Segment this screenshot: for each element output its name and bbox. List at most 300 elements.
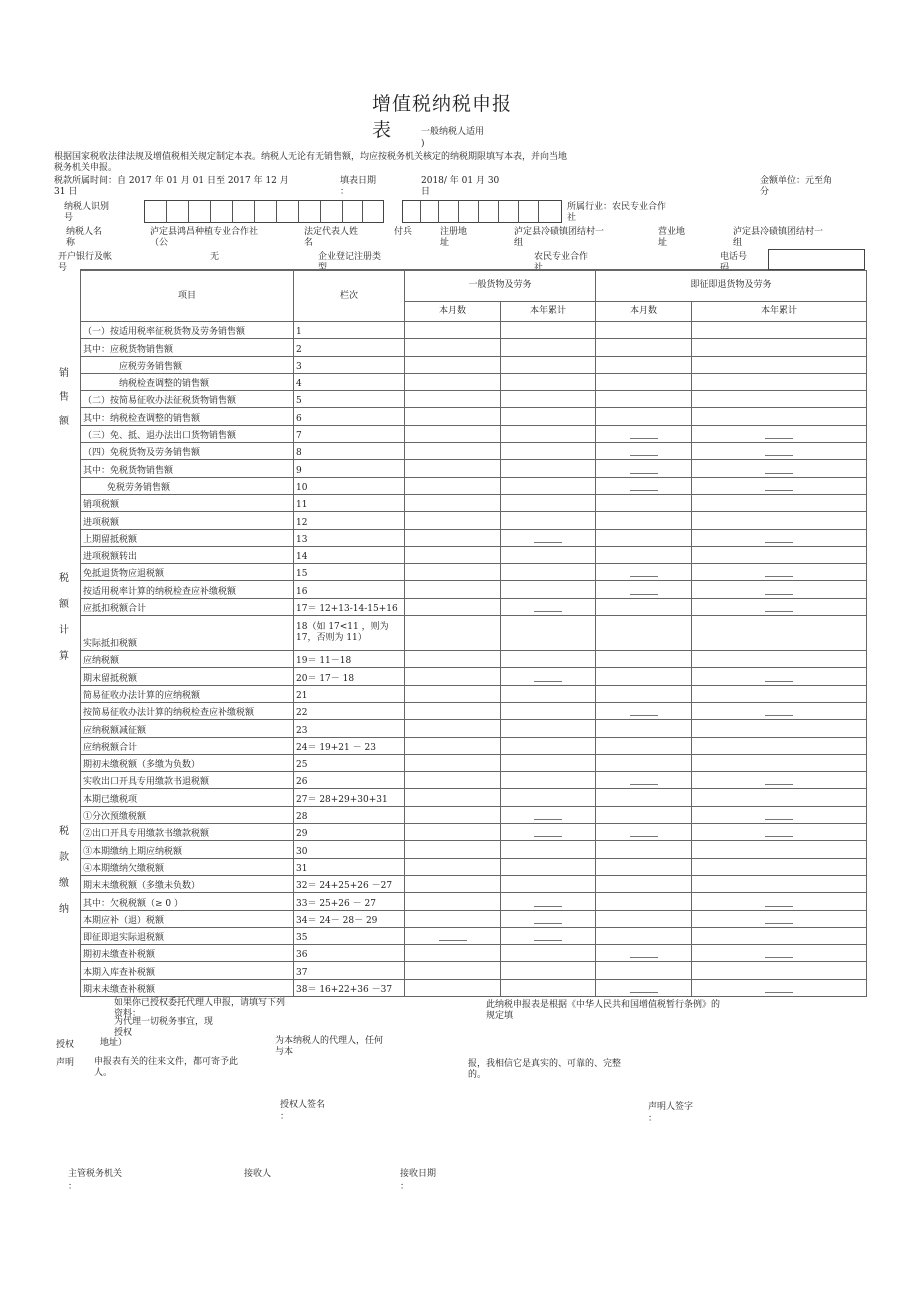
- cell-general-year[interactable]: [501, 858, 596, 875]
- cell-refund-month: [596, 581, 692, 598]
- cell-general-month[interactable]: [405, 979, 501, 996]
- row-line-number: 12: [294, 512, 405, 529]
- row-line-number: 15: [294, 564, 405, 581]
- declare-side-label: 声明: [56, 1058, 75, 1068]
- not-applicable-dash: [765, 836, 793, 837]
- not-applicable-dash: [534, 542, 562, 543]
- cell-refund-year[interactable]: [692, 373, 867, 390]
- cell-refund-month[interactable]: [596, 858, 692, 875]
- cell-general-month[interactable]: [405, 875, 501, 892]
- taxpayer-id-label-2: 号: [64, 213, 74, 223]
- cell-general-year[interactable]: [501, 702, 596, 719]
- cell-refund-year[interactable]: [692, 875, 867, 892]
- row-line-number: 9: [294, 460, 405, 477]
- row-item-label: 本期已缴税项: [81, 789, 294, 806]
- cell-general-year: [501, 910, 596, 927]
- cell-general-month[interactable]: [405, 581, 501, 598]
- row-item-label: （四）免税货物及劳务销售额: [81, 443, 294, 460]
- cell-refund-month[interactable]: [596, 737, 692, 754]
- cell-refund-year[interactable]: [692, 339, 867, 356]
- reg-address-value-2: 组: [514, 238, 524, 248]
- legal-rep-value: 付兵: [394, 227, 413, 237]
- table-row: [81, 945, 867, 962]
- row-line-number: 33＝ 25+26 － 27: [294, 893, 405, 910]
- receiver-label: 接收人: [244, 1169, 272, 1179]
- cell-general-month[interactable]: [405, 460, 501, 477]
- cell-general-year[interactable]: [501, 772, 596, 789]
- cell-refund-month[interactable]: [596, 754, 692, 771]
- cell-general-month[interactable]: [405, 391, 501, 408]
- cell-refund-month[interactable]: [596, 651, 692, 668]
- cell-general-year: [501, 927, 596, 944]
- cell-refund-month: [596, 460, 692, 477]
- cell-refund-year[interactable]: [692, 494, 867, 511]
- not-applicable-dash: [534, 940, 562, 941]
- table-row: [81, 893, 867, 910]
- not-applicable-dash: [765, 992, 793, 993]
- fill-date-day: 日: [421, 187, 431, 197]
- not-applicable-dash: [765, 681, 793, 682]
- cell-refund-year: [692, 564, 867, 581]
- table-row: [81, 322, 867, 339]
- cell-general-year[interactable]: [501, 339, 596, 356]
- side-char: 额: [59, 416, 69, 427]
- cell-refund-year[interactable]: [692, 356, 867, 373]
- header-refund-year: 本年累计: [692, 301, 867, 321]
- row-item-label: （一）按适用税率征税货物及劳务销售额: [81, 322, 294, 339]
- table-row: [81, 443, 867, 460]
- table-row: [81, 858, 867, 875]
- side-char: 算: [59, 651, 69, 662]
- header-general: 一般货物及劳务: [405, 271, 596, 302]
- cell-general-month[interactable]: [405, 512, 501, 529]
- cell-general-year[interactable]: [501, 546, 596, 563]
- cell-refund-month: [596, 477, 692, 494]
- cell-general-year[interactable]: [501, 391, 596, 408]
- cell-general-month[interactable]: [405, 945, 501, 962]
- auth-side-label: 授权: [56, 1040, 75, 1050]
- cell-general-month[interactable]: [405, 668, 501, 685]
- cell-general-month[interactable]: [405, 529, 501, 546]
- cell-general-month[interactable]: [405, 322, 501, 339]
- cell-refund-year[interactable]: [692, 651, 867, 668]
- table-row: [81, 806, 867, 823]
- cell-refund-month[interactable]: [596, 494, 692, 511]
- table-row: [81, 564, 867, 581]
- row-line-number: 7: [294, 425, 405, 442]
- cell-refund-month[interactable]: [596, 529, 692, 546]
- cell-general-month[interactable]: [405, 720, 501, 737]
- row-item-label: ①分次预缴税额: [81, 806, 294, 823]
- cell-refund-month[interactable]: [596, 720, 692, 737]
- table-row: [81, 512, 867, 529]
- row-item-label: 免税劳务销售额: [81, 477, 294, 494]
- row-item-label: （三）免、抵、退办法出口货物销售额: [81, 425, 294, 442]
- header-item: 项目: [81, 271, 294, 322]
- cell-refund-month[interactable]: [596, 339, 692, 356]
- auth-signature-label: 授权人签名: [280, 1100, 326, 1110]
- table-row: [81, 962, 867, 979]
- cell-general-month[interactable]: [405, 962, 501, 979]
- row-line-number: 34＝ 24－ 28－ 29: [294, 910, 405, 927]
- cell-general-year: [501, 598, 596, 615]
- cell-refund-month: [596, 702, 692, 719]
- cell-refund-year[interactable]: [692, 927, 867, 944]
- cell-general-year[interactable]: [501, 789, 596, 806]
- not-applicable-dash: [630, 992, 658, 993]
- cell-general-year[interactable]: [501, 373, 596, 390]
- not-applicable-dash: [765, 438, 793, 439]
- cell-refund-year[interactable]: [692, 408, 867, 425]
- cell-general-year[interactable]: [501, 685, 596, 702]
- row-item-label: 销项税额: [81, 494, 294, 511]
- cell-general-year[interactable]: [501, 962, 596, 979]
- phone-label: 电话号: [720, 252, 748, 262]
- fill-date-value: 2018/ 年 01 月 30: [421, 176, 500, 186]
- not-applicable-dash: [630, 490, 658, 491]
- cell-refund-year: [692, 598, 867, 615]
- tax-period-day: 31 日: [54, 187, 78, 197]
- not-applicable-dash: [765, 576, 793, 577]
- table-row: [81, 979, 867, 996]
- row-item-label: 免抵退货物应退税额: [81, 564, 294, 581]
- cell-refund-month[interactable]: [596, 546, 692, 563]
- cell-general-year[interactable]: [501, 754, 596, 771]
- cell-general-year[interactable]: [501, 564, 596, 581]
- not-applicable-dash: [765, 784, 793, 785]
- row-item-label: 其中：应税货物销售额: [81, 339, 294, 356]
- row-line-number: 26: [294, 772, 405, 789]
- row-item-label: 期末未缴税额（多缴未负数）: [81, 875, 294, 892]
- table-row: [81, 356, 867, 373]
- row-line-number: 20＝ 17－ 18: [294, 668, 405, 685]
- declare-text-2: 规定填: [486, 1011, 514, 1021]
- side-char: 售: [59, 392, 69, 403]
- cell-general-year[interactable]: [501, 945, 596, 962]
- row-line-number: 17＝ 12+13-14-15+16: [294, 598, 405, 615]
- cell-refund-month: [596, 425, 692, 442]
- tax-authority-label: 主管税务机关: [68, 1169, 123, 1179]
- declarer-signature-label: 声明人签字: [648, 1102, 694, 1112]
- table-row: [81, 616, 867, 651]
- row-line-number: 8: [294, 443, 405, 460]
- industry-label: 所属行业：农民专业合作: [567, 202, 667, 212]
- cell-general-month[interactable]: [405, 893, 501, 910]
- cell-general-year[interactable]: [501, 477, 596, 494]
- header-general-year: 本年累计: [501, 301, 596, 321]
- table-row: [81, 702, 867, 719]
- cell-general-month[interactable]: [405, 737, 501, 754]
- cell-refund-month[interactable]: [596, 616, 692, 651]
- cell-refund-month: [596, 564, 692, 581]
- cell-general-month[interactable]: [405, 477, 501, 494]
- cell-refund-month[interactable]: [596, 910, 692, 927]
- table-row: [81, 789, 867, 806]
- cell-refund-month[interactable]: [596, 391, 692, 408]
- row-line-number: 19＝ 11－18: [294, 651, 405, 668]
- cell-refund-month[interactable]: [596, 322, 692, 339]
- row-line-number: 13: [294, 529, 405, 546]
- cell-general-month[interactable]: [405, 408, 501, 425]
- table-body: [81, 322, 867, 997]
- table-row: [81, 685, 867, 702]
- cell-general-month[interactable]: [405, 772, 501, 789]
- side-label-payment: [58, 826, 70, 930]
- cell-refund-year[interactable]: [692, 391, 867, 408]
- not-applicable-dash: [630, 438, 658, 439]
- cell-refund-year: [692, 477, 867, 494]
- table-row: [81, 460, 867, 477]
- table-row: [81, 772, 867, 789]
- cell-general-year[interactable]: [501, 494, 596, 511]
- cell-refund-year[interactable]: [692, 546, 867, 563]
- cell-refund-month[interactable]: [596, 685, 692, 702]
- cell-general-year: [501, 668, 596, 685]
- cell-general-month[interactable]: [405, 356, 501, 373]
- cell-refund-year: [692, 824, 867, 841]
- intro-text: 根据国家税收法律法规及增值税相关规定制定本表。纳税人无论有无销售额，均应按税务机关核定的纳税期限填写本表，并向当地: [54, 152, 568, 162]
- row-line-number: 36: [294, 945, 405, 962]
- row-line-number: 3: [294, 356, 405, 373]
- amount-unit: 金额单位：元至角: [760, 176, 833, 186]
- cell-refund-month[interactable]: [596, 875, 692, 892]
- side-char: 销: [59, 368, 69, 379]
- cell-general-month[interactable]: [405, 702, 501, 719]
- auth-for: 为代理一切税务事宜，现: [114, 1017, 214, 1027]
- not-applicable-dash: [630, 715, 658, 716]
- not-applicable-dash: [765, 819, 793, 820]
- fill-date-label: 填表日期: [340, 176, 377, 186]
- cell-refund-year[interactable]: [692, 512, 867, 529]
- cell-general-month[interactable]: [405, 754, 501, 771]
- declare-text-4: 的。: [468, 1070, 487, 1080]
- reg-type-label-2: 型: [318, 263, 328, 273]
- row-line-number: 6: [294, 408, 405, 425]
- cell-refund-year[interactable]: [692, 737, 867, 754]
- row-item-label: 其中：免税货物销售额: [81, 460, 294, 477]
- table-row: [81, 927, 867, 944]
- cell-refund-month[interactable]: [596, 962, 692, 979]
- side-label-sales: [58, 368, 70, 440]
- cell-general-month[interactable]: [405, 373, 501, 390]
- cell-refund-year[interactable]: [692, 685, 867, 702]
- row-item-label: 其中：纳税检查调整的销售额: [81, 408, 294, 425]
- not-applicable-dash: [765, 906, 793, 907]
- cell-general-year[interactable]: [501, 425, 596, 442]
- bank-label-2: 号: [58, 263, 68, 273]
- row-item-label: 期末留抵税额: [81, 668, 294, 685]
- cell-refund-year[interactable]: [692, 841, 867, 858]
- cell-refund-month[interactable]: [596, 668, 692, 685]
- row-item-label: 实际抵扣税额: [81, 616, 294, 651]
- cell-general-year[interactable]: [501, 875, 596, 892]
- send-text: 申报表有关的往来文件，都可寄予此: [94, 1057, 239, 1067]
- cell-refund-month[interactable]: [596, 512, 692, 529]
- not-applicable-dash: [765, 923, 793, 924]
- cell-refund-month[interactable]: [596, 598, 692, 615]
- form-subtitle: 一般纳税人适用: [421, 127, 485, 137]
- send-text-2: 人。: [94, 1068, 113, 1078]
- row-line-number: 37: [294, 962, 405, 979]
- phone-label-2: 码: [720, 263, 730, 273]
- cell-refund-year[interactable]: [692, 322, 867, 339]
- table-row: [81, 373, 867, 390]
- biz-address-label: 营业地: [658, 227, 686, 237]
- cell-general-month[interactable]: [405, 685, 501, 702]
- row-item-label: 应抵扣税额合计: [81, 598, 294, 615]
- cell-refund-year[interactable]: [692, 858, 867, 875]
- cell-refund-month[interactable]: [596, 789, 692, 806]
- phone-field[interactable]: [768, 249, 865, 270]
- cell-general-year: [501, 893, 596, 910]
- cell-general-year[interactable]: [501, 408, 596, 425]
- row-item-label: （二）按简易征收办法征税货物销售额: [81, 391, 294, 408]
- cell-refund-year[interactable]: [692, 789, 867, 806]
- cell-general-year[interactable]: [501, 979, 596, 996]
- table-row: [81, 824, 867, 841]
- side-char: 缴: [59, 878, 69, 889]
- row-item-label: 进项税额: [81, 512, 294, 529]
- intro-text-2: 税务机关申报。: [54, 163, 118, 173]
- cell-general-year[interactable]: [501, 841, 596, 858]
- agent-text: 为本纳税人的代理人，任何: [275, 1036, 384, 1046]
- taxpayer-id-boxes[interactable]: [144, 200, 384, 223]
- cell-general-year[interactable]: [501, 443, 596, 460]
- row-line-number: 14: [294, 546, 405, 563]
- cell-general-year[interactable]: [501, 581, 596, 598]
- cell-general-month[interactable]: [405, 546, 501, 563]
- cell-refund-year: [692, 425, 867, 442]
- table-row: [81, 529, 867, 546]
- cell-refund-year: [692, 668, 867, 685]
- reg-address-label-2: 址: [440, 238, 450, 248]
- cell-general-month[interactable]: [405, 443, 501, 460]
- cell-refund-month[interactable]: [596, 806, 692, 823]
- cell-general-year[interactable]: [501, 616, 596, 651]
- cell-general-year[interactable]: [501, 651, 596, 668]
- row-line-number: 16: [294, 581, 405, 598]
- cell-refund-month[interactable]: [596, 373, 692, 390]
- side-char: 纳: [59, 904, 69, 915]
- reg-address-label: 注册地: [440, 227, 468, 237]
- taxpayer-id-boxes-2[interactable]: [402, 200, 562, 223]
- row-line-number: 38＝ 16+22+36 －37: [294, 979, 405, 996]
- cell-general-month[interactable]: [405, 564, 501, 581]
- cell-refund-year: [692, 979, 867, 996]
- cell-general-month[interactable]: [405, 824, 501, 841]
- cell-refund-year: [692, 460, 867, 477]
- not-applicable-dash: [630, 836, 658, 837]
- cell-refund-year[interactable]: [692, 754, 867, 771]
- cell-general-month[interactable]: [405, 910, 501, 927]
- table-row: [81, 391, 867, 408]
- cell-refund-month[interactable]: [596, 893, 692, 910]
- row-line-number: 29: [294, 824, 405, 841]
- row-item-label: 简易征收办法计算的应纳税额: [81, 685, 294, 702]
- row-item-label: 其中：欠税税额（≥ 0 ）: [81, 893, 294, 910]
- cell-refund-year[interactable]: [692, 616, 867, 651]
- header-line: 栏次: [294, 271, 405, 322]
- row-item-label: 实收出口开具专用缴款书退税额: [81, 772, 294, 789]
- row-line-number: 21: [294, 685, 405, 702]
- cell-general-month[interactable]: [405, 858, 501, 875]
- cell-general-month[interactable]: [405, 616, 501, 651]
- row-item-label: 进项税额转出: [81, 546, 294, 563]
- declare-text-3: 报，我相信它是真实的、可靠的、完整: [468, 1059, 622, 1069]
- cell-general-year[interactable]: [501, 720, 596, 737]
- tax-period: 税款所属时间：自 2017 年 01 月 01 日至 2017 年 12 月: [54, 176, 289, 186]
- cell-general-month[interactable]: [405, 789, 501, 806]
- not-applicable-dash: [765, 542, 793, 543]
- declarer-signature-colon: ：: [648, 1114, 658, 1124]
- row-line-number: 2: [294, 339, 405, 356]
- cell-refund-year[interactable]: [692, 962, 867, 979]
- fill-date-colon: ：: [340, 187, 350, 197]
- row-line-number: 1: [294, 322, 405, 339]
- cell-general-year[interactable]: [501, 512, 596, 529]
- declare-text: 此纳税申报表是根据《中华人民共和国增值税暂行条例》的: [486, 1000, 721, 1010]
- table-row: [81, 425, 867, 442]
- cell-refund-year: [692, 893, 867, 910]
- row-line-number: 24＝ 19+21 － 23: [294, 737, 405, 754]
- cell-refund-year[interactable]: [692, 720, 867, 737]
- header-general-month: 本月数: [405, 301, 501, 321]
- row-line-number: 32＝ 24+25+26 －27: [294, 875, 405, 892]
- taxpayer-name-label-2: 称: [66, 238, 76, 248]
- cell-general-year[interactable]: [501, 460, 596, 477]
- header-refund-month: 本月数: [596, 301, 692, 321]
- not-applicable-dash: [630, 455, 658, 456]
- cell-general-month[interactable]: [405, 651, 501, 668]
- not-applicable-dash: [534, 819, 562, 820]
- cell-refund-year: [692, 443, 867, 460]
- not-applicable-dash: [534, 681, 562, 682]
- table-row: [81, 494, 867, 511]
- not-applicable-dash: [439, 940, 467, 941]
- biz-address-label-2: 址: [658, 238, 668, 248]
- row-item-label: 纳税检查调整的销售额: [81, 373, 294, 390]
- cell-general-month[interactable]: [405, 806, 501, 823]
- table-row: [81, 875, 867, 892]
- cell-refund-month[interactable]: [596, 927, 692, 944]
- cell-refund-month[interactable]: [596, 356, 692, 373]
- cell-general-year[interactable]: [501, 322, 596, 339]
- not-applicable-dash: [630, 594, 658, 595]
- cell-general-month[interactable]: [405, 339, 501, 356]
- cell-refund-month[interactable]: [596, 841, 692, 858]
- receive-date-label: 接收日期: [400, 1169, 437, 1179]
- cell-general-month[interactable]: [405, 494, 501, 511]
- cell-refund-month[interactable]: [596, 408, 692, 425]
- cell-general-year[interactable]: [501, 737, 596, 754]
- row-line-number: 27＝ 28+29+30+31: [294, 789, 405, 806]
- cell-general-month[interactable]: [405, 425, 501, 442]
- row-item-label: 期初未缴查补税额: [81, 945, 294, 962]
- table-row: [81, 546, 867, 563]
- biz-address-value: 泸定县冷碛镇团结村一: [733, 227, 824, 237]
- row-line-number: 30: [294, 841, 405, 858]
- cell-general-month[interactable]: [405, 598, 501, 615]
- table-row: [81, 598, 867, 615]
- side-char: 额: [59, 599, 69, 610]
- table-row: [81, 910, 867, 927]
- cell-general-month[interactable]: [405, 841, 501, 858]
- table-row: [81, 408, 867, 425]
- table-row: [81, 720, 867, 737]
- cell-general-year: [501, 529, 596, 546]
- cell-general-year[interactable]: [501, 356, 596, 373]
- table-row: [81, 668, 867, 685]
